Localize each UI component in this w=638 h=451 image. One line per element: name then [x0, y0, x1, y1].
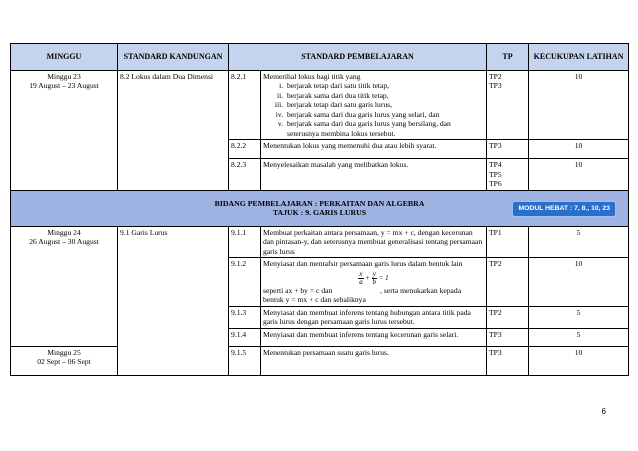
header-tp: TP — [487, 44, 529, 71]
sp-code: 9.1.5 — [229, 346, 261, 375]
tp-cell: TP3 — [487, 328, 529, 346]
latihan-cell: 10 — [529, 71, 629, 140]
header-standard-kandungan: STANDARD KANDUNGAN — [118, 44, 229, 71]
fraction-x-over-a: $\frac{x}{a}$ — [359, 269, 363, 286]
section-tajuk: TAJUK : 9. GARIS LURUS — [272, 208, 367, 218]
week-dates: 26 August – 30 August — [29, 237, 99, 247]
sp-text: bentuk y = mx + c dan sebaliknya — [263, 295, 366, 305]
list-item: iii. berjarak tetap dari satu garis lurus, — [285, 100, 484, 109]
sp-code: 8.2.2 — [229, 140, 261, 159]
sp-description: Menyiasat dan membuat inferens tentang kecerunan garis selari. — [261, 328, 487, 346]
tp-value: TP4 — [489, 160, 502, 170]
sp-text: Menyiasat dan mentafsir persamaan garis lurus dalam bentuk lain — [263, 259, 463, 269]
table-row — [11, 346, 629, 375]
sp-code: 9.1.1 — [229, 226, 261, 257]
sp-text: Memerihal lokus bagi titik yang — [263, 72, 361, 81]
tp-value: TP3 — [489, 81, 502, 91]
week-cell — [11, 346, 118, 375]
list-item: ii. berjarak sama dari dua titik tetap, — [285, 91, 484, 100]
tp-cell: TP3 — [487, 140, 529, 159]
page-number: 6 — [601, 407, 606, 416]
latihan-cell: 5 — [529, 328, 629, 346]
section-banner-row — [11, 190, 629, 226]
list-item: v. berjarak sama dari dua garis lurus yang bersilang, dan seterusnya membina lokus tersebut. — [285, 119, 484, 138]
tp-value: TP2 — [489, 72, 502, 81]
sp-description: Menyelesaikan masalah yang melibatkan lokus. — [261, 159, 487, 190]
tp-cell: TP3 — [487, 346, 529, 375]
section-bidang: BIDANG PEMBELAJARAN : PERKAITAN DAN ALGEBRA — [214, 198, 425, 208]
list-item: i. berjarak tetap dari satu titik tetap, — [285, 81, 484, 90]
week-label: Minggu 23 — [47, 72, 81, 81]
latihan-cell: 10 — [529, 140, 629, 159]
tp-cell — [487, 71, 529, 140]
intercept-form-formula: $\frac{x}{a}$ + $\frac{y}{b}$ = 1 — [359, 269, 389, 286]
sp-text: seperti ax + by = c dan , serta menukarkan kepada — [263, 285, 462, 295]
sp-code: 9.1.3 — [229, 306, 261, 328]
sp-description: Menentukan lokus yang memenuhi dua atau lebih syarat. — [261, 140, 487, 159]
sp-description: Membuat perkaitan antara persamaan, y = mx + c, dengan kecerunan dan pintasan-y, dan seterusnya membuat generalisasi tentang persamaan garis lurus — [261, 226, 487, 257]
week-cell — [11, 71, 118, 191]
sp-code: 8.2.3 — [229, 159, 261, 190]
latihan-cell: 5 — [529, 226, 629, 257]
list-item: iv. berjarak sama dari dua garis lurus yang selari, dan — [285, 110, 484, 119]
latihan-cell: 10 — [529, 159, 629, 190]
latihan-cell: 10 — [529, 258, 629, 306]
header-standard-pembelajaran: STANDARD PEMBELAJARAN — [229, 44, 487, 71]
section-banner — [11, 190, 629, 226]
fraction-y-over-b: $\frac{y}{b}$ — [372, 269, 377, 286]
latihan-cell: 10 — [529, 346, 629, 375]
modul-hebat-badge: MODUL HEBAT : 7, 8., 10, 23 — [512, 201, 616, 217]
tp-cell: TP2 — [487, 306, 529, 328]
table-row — [11, 226, 629, 257]
tp-cell: TP2 — [487, 258, 529, 306]
standard-kandungan-cell: 8.2 Lokus dalam Dua Dimensi — [118, 71, 229, 191]
week-cell — [11, 226, 118, 346]
curriculum-table — [10, 43, 629, 376]
week-label: Minggu 25 — [47, 347, 81, 357]
latihan-cell: 5 — [529, 306, 629, 328]
week-label: Minggu 24 — [47, 227, 81, 237]
sp-description: Menyiasat dan membuat inferens tentang hubungan antara titik pada garis lurus dengan persamaan garis lurus tersebut. — [261, 306, 487, 328]
week-dates: 02 Sept – 06 Sept — [37, 357, 91, 367]
header-kecukupan-latihan: KECUKUPAN LATIHAN — [529, 44, 629, 71]
week-dates: 19 August – 23 August — [29, 81, 99, 91]
sp-code: 9.1.4 — [229, 328, 261, 346]
tp-value: TP5 — [489, 169, 502, 179]
tp-value: TP6 — [489, 179, 502, 189]
sp-sublist — [263, 81, 484, 138]
header-minggu: MINGGU — [11, 44, 118, 71]
tp-cell: TP1 — [487, 226, 529, 257]
sp-description: Menentukan persamaan suatu garis lurus. — [261, 346, 487, 375]
standard-kandungan-cell: 9.1 Garis Lurus — [118, 226, 229, 375]
table-row — [11, 71, 629, 140]
tp-cell — [487, 159, 529, 190]
header-row — [11, 44, 629, 71]
sp-code: 8.2.1 — [229, 71, 261, 140]
sp-description — [261, 258, 487, 306]
sp-description — [261, 71, 487, 140]
sp-code: 9.1.2 — [229, 258, 261, 306]
